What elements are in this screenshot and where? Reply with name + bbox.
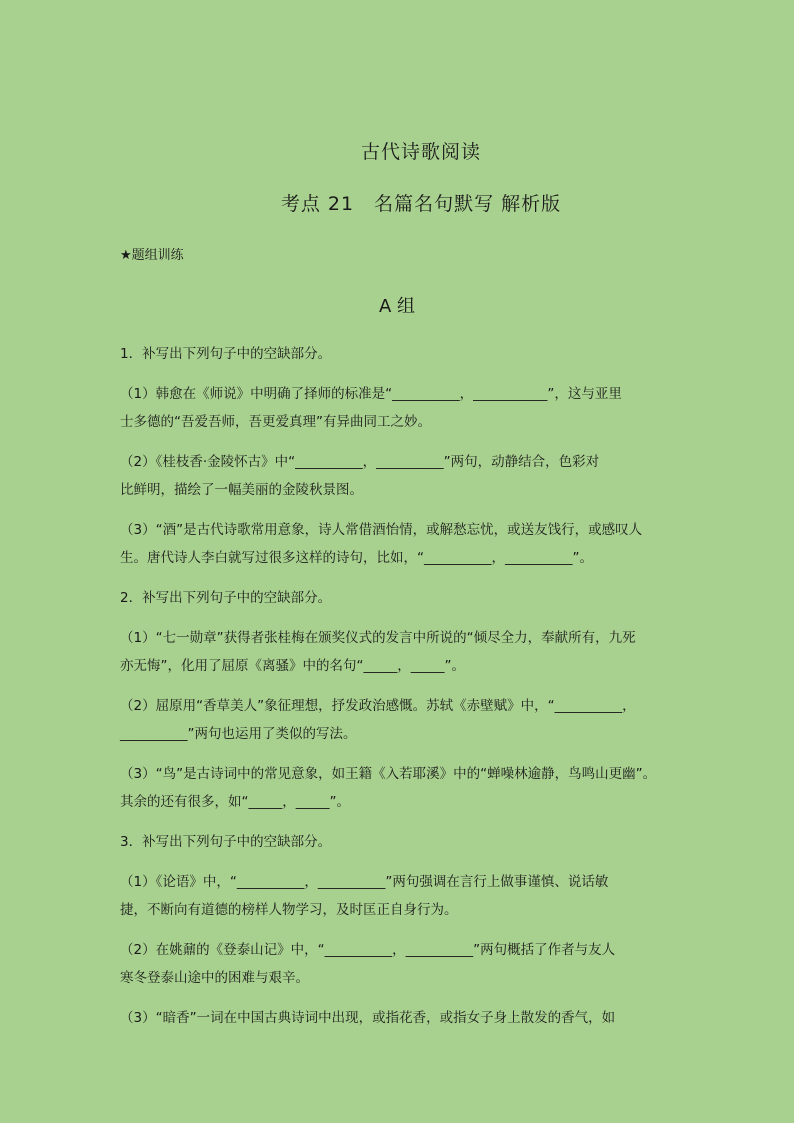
q2-item3-line2: 其余的还有很多，如“_____，_____”。 — [120, 794, 350, 810]
q1-item1-line2: 士多德的“吾爱吾师，吾更爱真理”有异曲同工之妙。 — [120, 414, 431, 430]
section-label: ★题组训练 — [120, 248, 184, 263]
q2-item1-line1: （1）“七一勋章”获得者张桂梅在颁奖仪式的发言中所说的“倾尽全力，奉献所有，九死 — [120, 630, 636, 646]
q1-item3-line1: （3）“酒”是古代诗歌常用意象，诗人常借酒怡情，或解愁忘忧，或送友饯行，或感叹人 — [120, 522, 643, 538]
doc-title: 古代诗歌阅读 — [360, 141, 481, 163]
q2-item3-line1: （3）“鸟”是古诗词中的常见意象，如王籍《入若耶溪》中的“蝉噪林逾静，鸟鸣山更幽”。 — [120, 766, 657, 782]
q2-item2-line2: __________”两句也运用了类似的写法。 — [120, 726, 357, 742]
doc-subtitle: 考点 21 名篇名句默写 解析版 — [280, 193, 562, 215]
q1-item2-line2: 比鲜明，描绘了一幅美丽的金陵秋景图。 — [120, 482, 363, 498]
q3-stem: 3．补写出下列句子中的空缺部分。 — [120, 834, 332, 850]
group-label: A 组 — [378, 296, 416, 317]
q1-item1-line1: （1）韩愈在《师说》中明确了择师的标准是“__________，___________”，这与亚里 — [120, 386, 622, 402]
q2-item2-line1: （2）屈原用“香草美人”象征理想，抒发政治感慨。苏轼《赤壁赋》中，“__________， — [120, 698, 636, 714]
q2-item1-line2: 亦无悔”，化用了屈原《离骚》中的名句“_____，_____”。 — [120, 658, 465, 674]
q3-item2-line2: 寒冬登泰山途中的困难与艰辛。 — [120, 970, 309, 986]
q1-item2-line1: （2）《桂枝香·金陵怀古》中“__________，__________”两句，动静结合，色彩对 — [120, 454, 600, 470]
q2-stem: 2．补写出下列句子中的空缺部分。 — [120, 590, 332, 606]
q3-item2-line1: （2）在姚鼐的《登泰山记》中，“__________，__________”两句概括了作者与友人 — [120, 942, 616, 958]
q1-item3-line2: 生。唐代诗人李白就写过很多这样的诗句，比如，“__________，__________”。 — [120, 550, 593, 566]
q1-stem: 1．补写出下列句子中的空缺部分。 — [120, 346, 332, 362]
q3-item1-line1: （1）《论语》中，“__________，__________”两句强调在言行上做事谨慎、说话敏 — [120, 874, 609, 890]
q3-item3-line1: （3）“暗香”一词在中国古典诗词中出现，或指花香，或指女子身上散发的香气，如 — [120, 1010, 616, 1026]
q3-item1-line2: 捷，不断向有道德的榜样人物学习，及时匡正自身行为。 — [120, 902, 458, 918]
